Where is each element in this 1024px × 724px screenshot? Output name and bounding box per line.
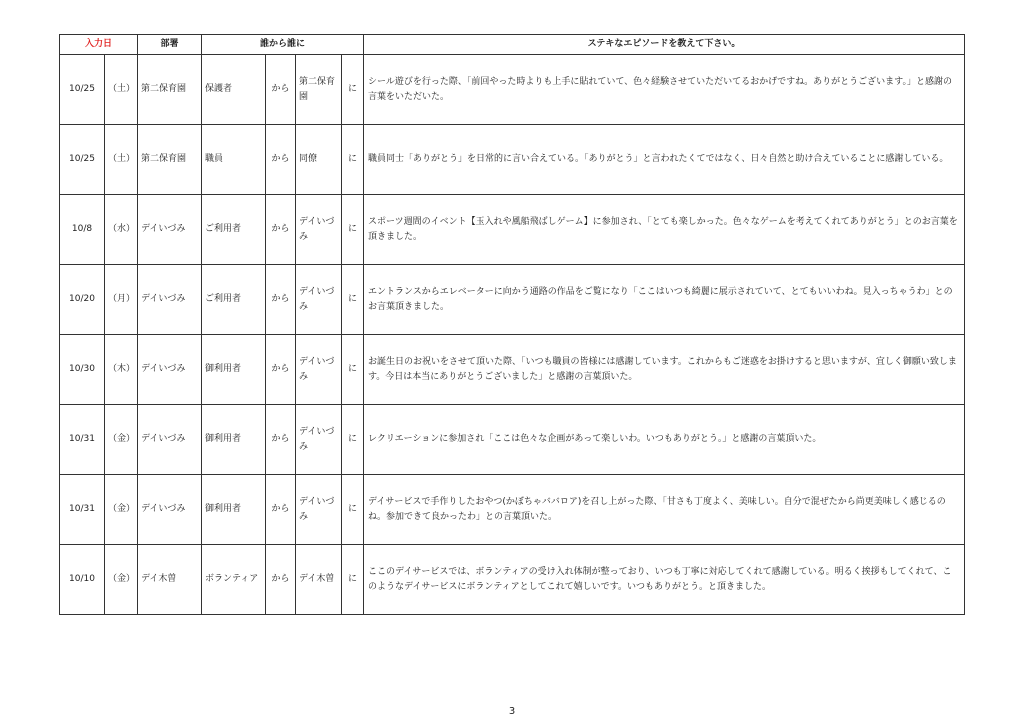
day-of-week-cell: （木） xyxy=(105,335,138,405)
department-header: 部署 xyxy=(138,35,202,55)
input-date-header: 入力日 xyxy=(60,35,138,55)
table-row xyxy=(60,265,965,335)
kara-cell: から xyxy=(266,195,296,265)
from-cell: 御利用者 xyxy=(202,405,266,475)
day-of-week-cell: （金） xyxy=(105,545,138,615)
episode-cell: 職員同士「ありがとう」を日常的に言い合えている。「ありがとう」と言われたくてではなく、日々自然と助け合えていることに感謝している。 xyxy=(364,125,965,195)
table-row xyxy=(60,545,965,615)
to-cell: 同僚 xyxy=(296,125,342,195)
table-row xyxy=(60,405,965,475)
to-cell: デイ木曽 xyxy=(296,545,342,615)
ni-cell: に xyxy=(342,545,364,615)
day-of-week-cell: （土） xyxy=(105,125,138,195)
kara-cell: から xyxy=(266,545,296,615)
to-cell: 第二保育園 xyxy=(296,55,342,125)
table-row xyxy=(60,335,965,405)
from-cell: 保護者 xyxy=(202,55,266,125)
ni-cell: に xyxy=(342,55,364,125)
table-row xyxy=(60,125,965,195)
department-cell: 第二保育園 xyxy=(138,55,202,125)
department-cell: デイいづみ xyxy=(138,335,202,405)
from-cell: 御利用者 xyxy=(202,475,266,545)
table-row xyxy=(60,475,965,545)
date-cell: 10/20 xyxy=(60,265,105,335)
date-cell: 10/10 xyxy=(60,545,105,615)
department-cell: デイいづみ xyxy=(138,405,202,475)
day-of-week-cell: （月） xyxy=(105,265,138,335)
to-cell: デイいづみ xyxy=(296,475,342,545)
day-of-week-cell: （水） xyxy=(105,195,138,265)
ni-cell: に xyxy=(342,125,364,195)
episode-cell: デイサービスで手作りしたおやつ(かぼちゃババロア)を召し上がった際、「甘さも丁度よく、美味しい。自分で混ぜたから尚更美味しく感じるのね。参加できて良かったわ」との言葉頂いた。 xyxy=(364,475,965,545)
date-cell: 10/31 xyxy=(60,475,105,545)
department-cell: デイいづみ xyxy=(138,195,202,265)
from-cell: ご利用者 xyxy=(202,195,266,265)
date-cell: 10/31 xyxy=(60,405,105,475)
department-cell: デイいづみ xyxy=(138,475,202,545)
ni-cell: に xyxy=(342,195,364,265)
department-cell: デイいづみ xyxy=(138,265,202,335)
ni-cell: に xyxy=(342,335,364,405)
day-of-week-cell: （金） xyxy=(105,475,138,545)
from-cell: 職員 xyxy=(202,125,266,195)
page-number: 3 xyxy=(508,706,516,717)
date-cell: 10/8 xyxy=(60,195,105,265)
kara-cell: から xyxy=(266,475,296,545)
day-of-week-cell: （土） xyxy=(105,55,138,125)
kara-cell: から xyxy=(266,265,296,335)
to-cell: デイいづみ xyxy=(296,405,342,475)
kara-cell: から xyxy=(266,335,296,405)
episode-cell: スポーツ週間のイベント【玉入れや風船飛ばしゲーム】に参加され、「とても楽しかった。色々なゲームを考えてくれてありがとう」とのお言葉を頂きました。 xyxy=(364,195,965,265)
kara-cell: から xyxy=(266,55,296,125)
ni-cell: に xyxy=(342,265,364,335)
department-cell: 第二保育園 xyxy=(138,125,202,195)
from-cell: 御利用者 xyxy=(202,335,266,405)
episode-cell: お誕生日のお祝いをさせて頂いた際、「いつも職員の皆様には感謝しています。これからもご迷惑をお掛けすると思いますが、宜しく御願い致します。今日は本当にありがとうございました」と感謝の言葉頂いた。 xyxy=(364,335,965,405)
to-cell: デイいづみ xyxy=(296,195,342,265)
from-cell: ボランティア xyxy=(202,545,266,615)
date-cell: 10/25 xyxy=(60,125,105,195)
episode-cell: シール遊びを行った際、「前回やった時よりも上手に貼れていて、色々経験させていただいてるおかげですね。ありがとうございます。」と感謝の言葉をいただいた。 xyxy=(364,55,965,125)
department-cell: デイ木曽 xyxy=(138,545,202,615)
kara-cell: から xyxy=(266,125,296,195)
from-to-header: 誰から誰に xyxy=(202,35,364,55)
kara-cell: から xyxy=(266,405,296,475)
table-header-row xyxy=(60,35,965,55)
ni-cell: に xyxy=(342,405,364,475)
date-cell: 10/30 xyxy=(60,335,105,405)
episode-header: ステキなエピソードを教えて下さい。 xyxy=(364,35,965,55)
table-row xyxy=(60,195,965,265)
from-cell: ご利用者 xyxy=(202,265,266,335)
table-row xyxy=(60,55,965,125)
episode-table xyxy=(59,34,965,615)
episode-cell: エントランスからエレベーターに向かう通路の作品をご覧になり「ここはいつも綺麗に展示されていて、とてもいいわね。見入っちゃうわ」とのお言葉頂きました。 xyxy=(364,265,965,335)
date-cell: 10/25 xyxy=(60,55,105,125)
to-cell: デイいづみ xyxy=(296,335,342,405)
to-cell: デイいづみ xyxy=(296,265,342,335)
episode-cell: ここのデイサービスでは、ボランティアの受け入れ体制が整っており、いつも丁寧に対応してくれて感謝している。明るく挨拶もしてくれて、このようなデイサービスにボランティアとしてこれて嬉しいです。いつもありがとう。と頂きました。 xyxy=(364,545,965,615)
day-of-week-cell: （金） xyxy=(105,405,138,475)
episode-cell: レクリエーションに参加され「ここは色々な企画があって楽しいわ。いつもありがとう。」と感謝の言葉頂いた。 xyxy=(364,405,965,475)
ni-cell: に xyxy=(342,475,364,545)
